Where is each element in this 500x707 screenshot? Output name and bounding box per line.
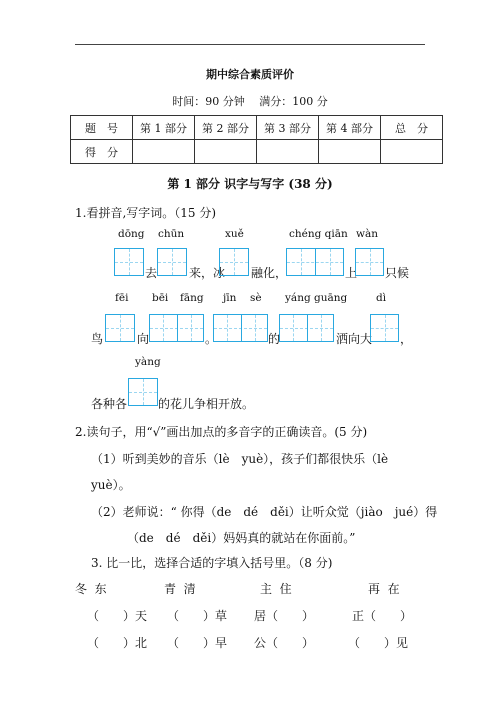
table-cell: 第 2 部分 [195, 116, 257, 140]
writing-box[interactable] [279, 314, 334, 342]
sentence-text: yuè）。 [91, 478, 131, 492]
score-table-header-row [71, 116, 443, 140]
sentence-text: 只候 [385, 266, 410, 280]
fill-blank[interactable]: 正（ ） [352, 609, 413, 623]
pinyin: xuě [225, 228, 244, 240]
sentence-text: 的花儿争相开放。 [158, 397, 255, 411]
pinyin: bēi [152, 292, 169, 304]
table-cell: 题 号 [71, 116, 133, 140]
writing-box[interactable] [157, 248, 187, 276]
writing-box[interactable] [213, 314, 268, 342]
writing-box[interactable] [219, 248, 249, 276]
pinyin: yáng guāng [285, 292, 348, 304]
section-title: 第 1 部分 识字与写字 (38 分) [167, 177, 333, 191]
writing-box[interactable] [355, 248, 384, 276]
fill-blank[interactable]: （ ）草 [167, 609, 228, 623]
pinyin: fēi [115, 292, 129, 304]
sentence-text: 去 [145, 266, 158, 280]
sentence-text: （2）老师说：“ 你得（de dé děi）让听众觉（jiào jué）得 [91, 505, 438, 519]
top-rule [75, 44, 425, 45]
score-input-cell[interactable] [319, 140, 381, 164]
sentence-text: ， [400, 332, 413, 346]
table-cell: 第 3 部分 [257, 116, 319, 140]
score-input-cell[interactable] [133, 140, 195, 164]
sentence-text: 鸟 [91, 332, 104, 346]
fill-blank[interactable]: 居（ ） [254, 609, 315, 623]
char-pair: 再 在 [368, 582, 400, 596]
table-cell: 得 分 [71, 140, 133, 164]
table-cell: 第 4 部分 [319, 116, 381, 140]
writing-box[interactable] [114, 248, 144, 276]
fill-blank[interactable]: （ ）早 [167, 636, 228, 650]
sentence-text: 上 [345, 266, 358, 280]
question-2-title: 2.读句子，用“√”画出加点的多音字的正确读音。(5 分) [75, 425, 368, 439]
writing-box[interactable] [128, 378, 158, 406]
pinyin: sè [250, 292, 262, 304]
question-3-title: 3. 比一比，选择合适的字填入括号里。（8 分) [91, 556, 333, 570]
sentence-text: 融化， [251, 266, 288, 280]
pinyin: dì [376, 292, 387, 304]
sentence-text: 的 [268, 332, 281, 346]
sentence-text: 各种各 [91, 397, 128, 411]
writing-box[interactable] [105, 314, 135, 342]
sentence-text: 向 [137, 332, 150, 346]
writing-box[interactable] [149, 314, 204, 342]
score-input-cell[interactable] [195, 140, 257, 164]
fill-blank[interactable]: （ ）天 [87, 609, 148, 623]
pinyin: wàn [356, 228, 379, 240]
score-input-cell[interactable] [257, 140, 319, 164]
time-score-info: 时间：90 分钟 满分：100 分 [172, 95, 328, 108]
score-input-cell[interactable] [381, 140, 443, 164]
char-pair: 青 清 [164, 582, 196, 596]
char-pair: 主 住 [260, 582, 292, 596]
pinyin: yàng [135, 356, 161, 368]
sentence-text: （de dé děi）妈妈真的就站在你面前。” [127, 531, 356, 545]
sentence-text: 来，冰 [189, 266, 226, 280]
fill-blank[interactable]: （ ）北 [87, 636, 148, 650]
sentence-text: 。 [205, 332, 218, 346]
pinyin: jīn [223, 292, 237, 304]
pinyin: chéng qiān [289, 228, 348, 240]
pinyin: chūn [158, 228, 185, 240]
pinyin: fāng [180, 292, 204, 304]
sentence-text: 洒向大 [336, 332, 373, 346]
sentence-text: （1）听到美妙的音乐（lè yuè），孩子们都很快乐（lè [91, 452, 389, 466]
score-table-score-row [71, 140, 443, 164]
page-title: 期中综合素质评价 [206, 68, 294, 81]
writing-box[interactable] [370, 314, 399, 342]
fill-blank[interactable]: 公（ ） [254, 636, 315, 650]
table-cell: 总 分 [381, 116, 443, 140]
table-cell: 第 1 部分 [133, 116, 195, 140]
question-1-title: 1.看拼音,写字词。（15 分) [75, 206, 217, 220]
char-pair: 冬 东 [75, 582, 107, 596]
fill-blank[interactable]: （ ）见 [348, 636, 409, 650]
writing-box[interactable] [286, 248, 344, 276]
score-table [70, 115, 443, 164]
pinyin: dōng [118, 228, 145, 240]
